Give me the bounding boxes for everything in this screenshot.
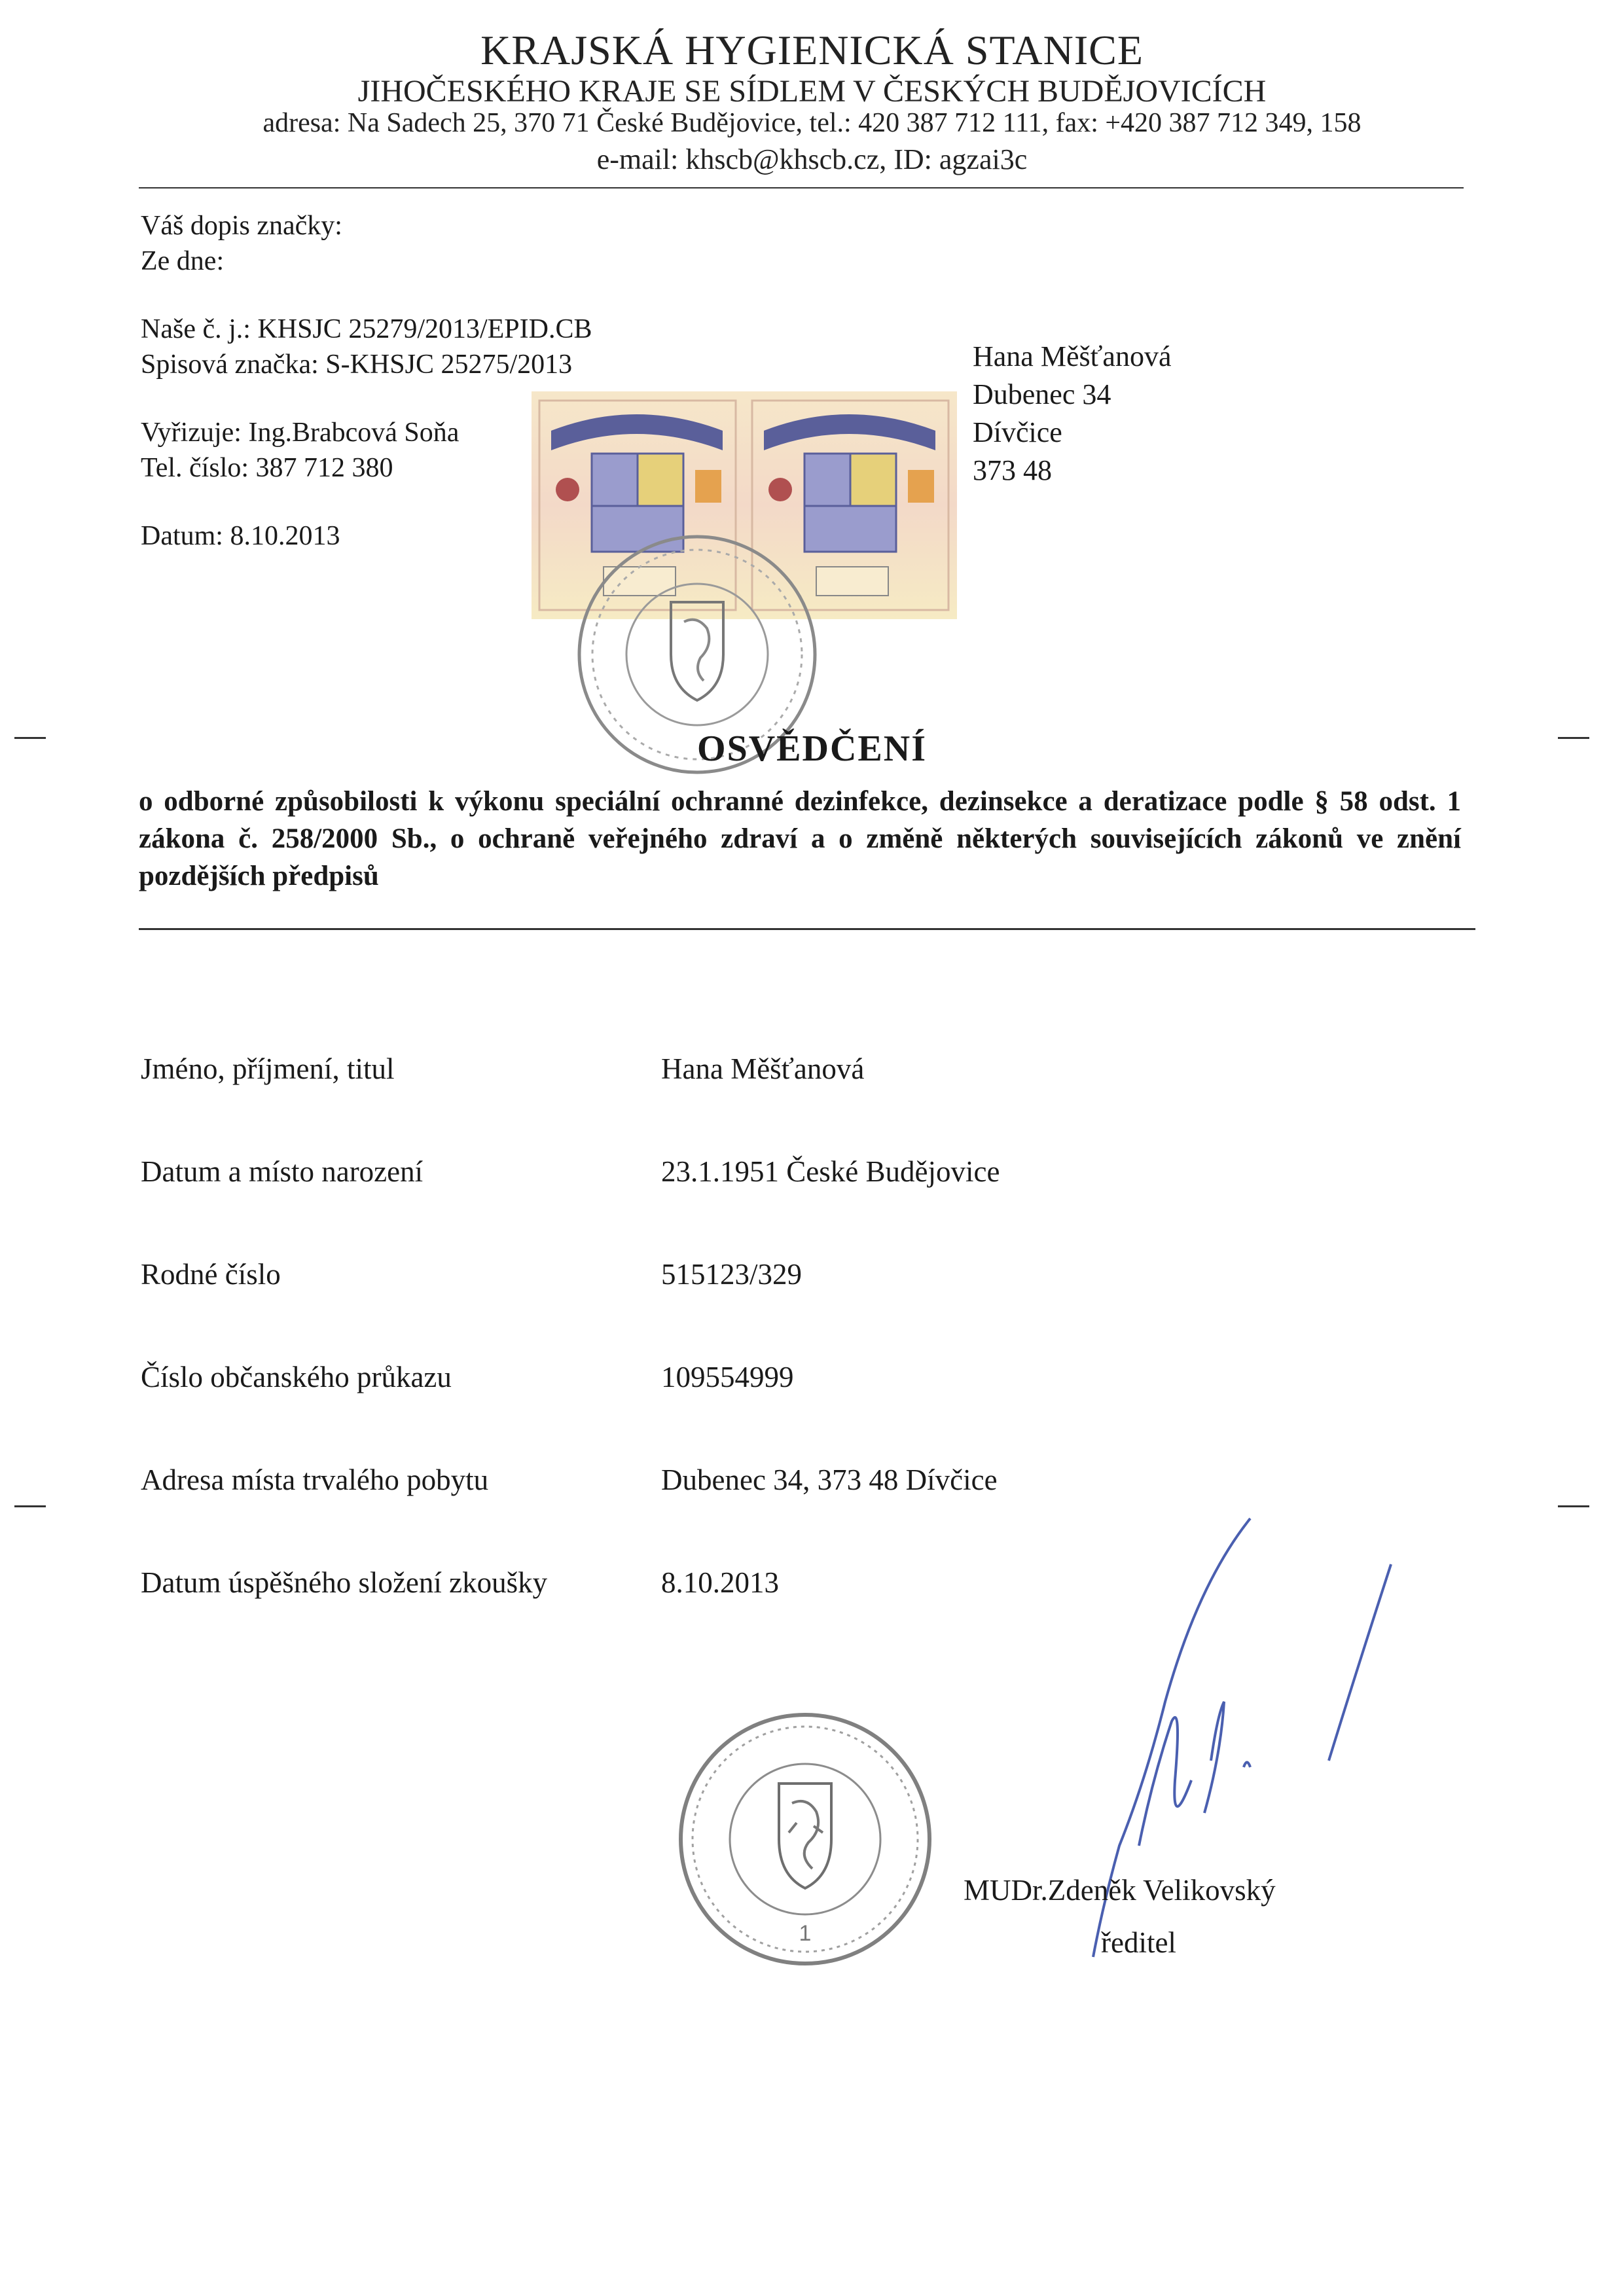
signatory-name: MUDr.Zdeněk Velikovský: [964, 1874, 1276, 1907]
recipient-name: Hana Měšťanová: [973, 340, 1172, 372]
letter-date: Ze dne:: [141, 246, 225, 276]
row-value-birth-number: 515123/329: [661, 1258, 803, 1291]
row-label-address: Adresa místa trvalého pobytu: [141, 1463, 489, 1496]
org-name: KRAJSKÁ HYGIENICKÁ STANICE: [480, 27, 1144, 73]
row-value-id-card: 109554999: [661, 1361, 794, 1393]
certificate-title: OSVĚDČENÍ: [697, 728, 927, 769]
fold-mark-left-2: [14, 1505, 46, 1507]
row-label-birth-number: Rodné číslo: [141, 1258, 281, 1291]
our-ref-number: Naše č. j.: KHSJC 25279/2013/EPID.CB: [141, 314, 592, 344]
row-label-exam-date: Datum úspěšného složení zkoušky: [141, 1566, 548, 1599]
handler-block: [141, 415, 459, 486]
svg-text:1: 1: [799, 1921, 812, 1946]
fold-mark-right-1: [1558, 737, 1589, 739]
recipient-zip: 373 48: [973, 454, 1052, 486]
signatory-role: ředitel: [1101, 1926, 1176, 1959]
your-letter-ref: Váš dopis značky:: [141, 211, 342, 241]
handled-by: Vyřizuje: Ing.Brabcová Soňa: [141, 418, 460, 448]
file-ref-block: [141, 312, 592, 382]
file-mark: Spisová značka: S-KHSJC 25275/2013: [141, 350, 573, 380]
row-value-address: Dubenec 34, 373 48 Dívčice: [661, 1463, 998, 1496]
row-label-id-card: Číslo občanského průkazu: [141, 1361, 452, 1393]
org-region: JIHOČESKÉHO KRAJE SE SÍDLEM V ČESKÝCH BUDĚJOVICÍCH: [357, 74, 1267, 109]
header-divider: [139, 187, 1464, 188]
recipient-address: [973, 338, 1171, 490]
handler-phone: Tel. číslo: 387 712 380: [141, 453, 393, 483]
org-address: adresa: Na Sadech 25, 370 71 České Budějovice, tel.: 420 387 712 111, fax: +420 387 712 349, 158: [262, 108, 1362, 138]
document-date: Datum: 8.10.2013: [141, 521, 340, 551]
org-contact: e-mail: khscb@khscb.cz, ID: agzai3c: [596, 143, 1028, 175]
recipient-city: Dívčice: [973, 416, 1062, 448]
title-divider: [139, 928, 1475, 930]
reference-block: [141, 208, 342, 279]
official-seal-lower: [658, 1702, 959, 1977]
fold-mark-right-2: [1558, 1505, 1589, 1507]
row-label-birth: Datum a místo narození: [141, 1155, 424, 1188]
recipient-street: Dubenec 34: [973, 378, 1111, 410]
certificate-subtitle: o odborné způsobilosti k výkonu speciální ochranné dezinfekce, dezinsekce a deratizace podle § 58 odst. 1 zákona č. 258/2000 Sb., o ochraně veřejného zdraví a o změně některých souvisejících zákonů ve znění pozdějších předpisů: [139, 786, 1461, 891]
fold-mark-left-1: [14, 737, 46, 739]
row-value-birth: 23.1.1951 České Budějovice: [661, 1155, 1000, 1188]
row-value-exam-date: 8.10.2013: [661, 1566, 779, 1599]
row-value-name: Hana Měšťanová: [661, 1052, 865, 1085]
row-label-name: Jméno, příjmení, titul: [141, 1052, 395, 1085]
